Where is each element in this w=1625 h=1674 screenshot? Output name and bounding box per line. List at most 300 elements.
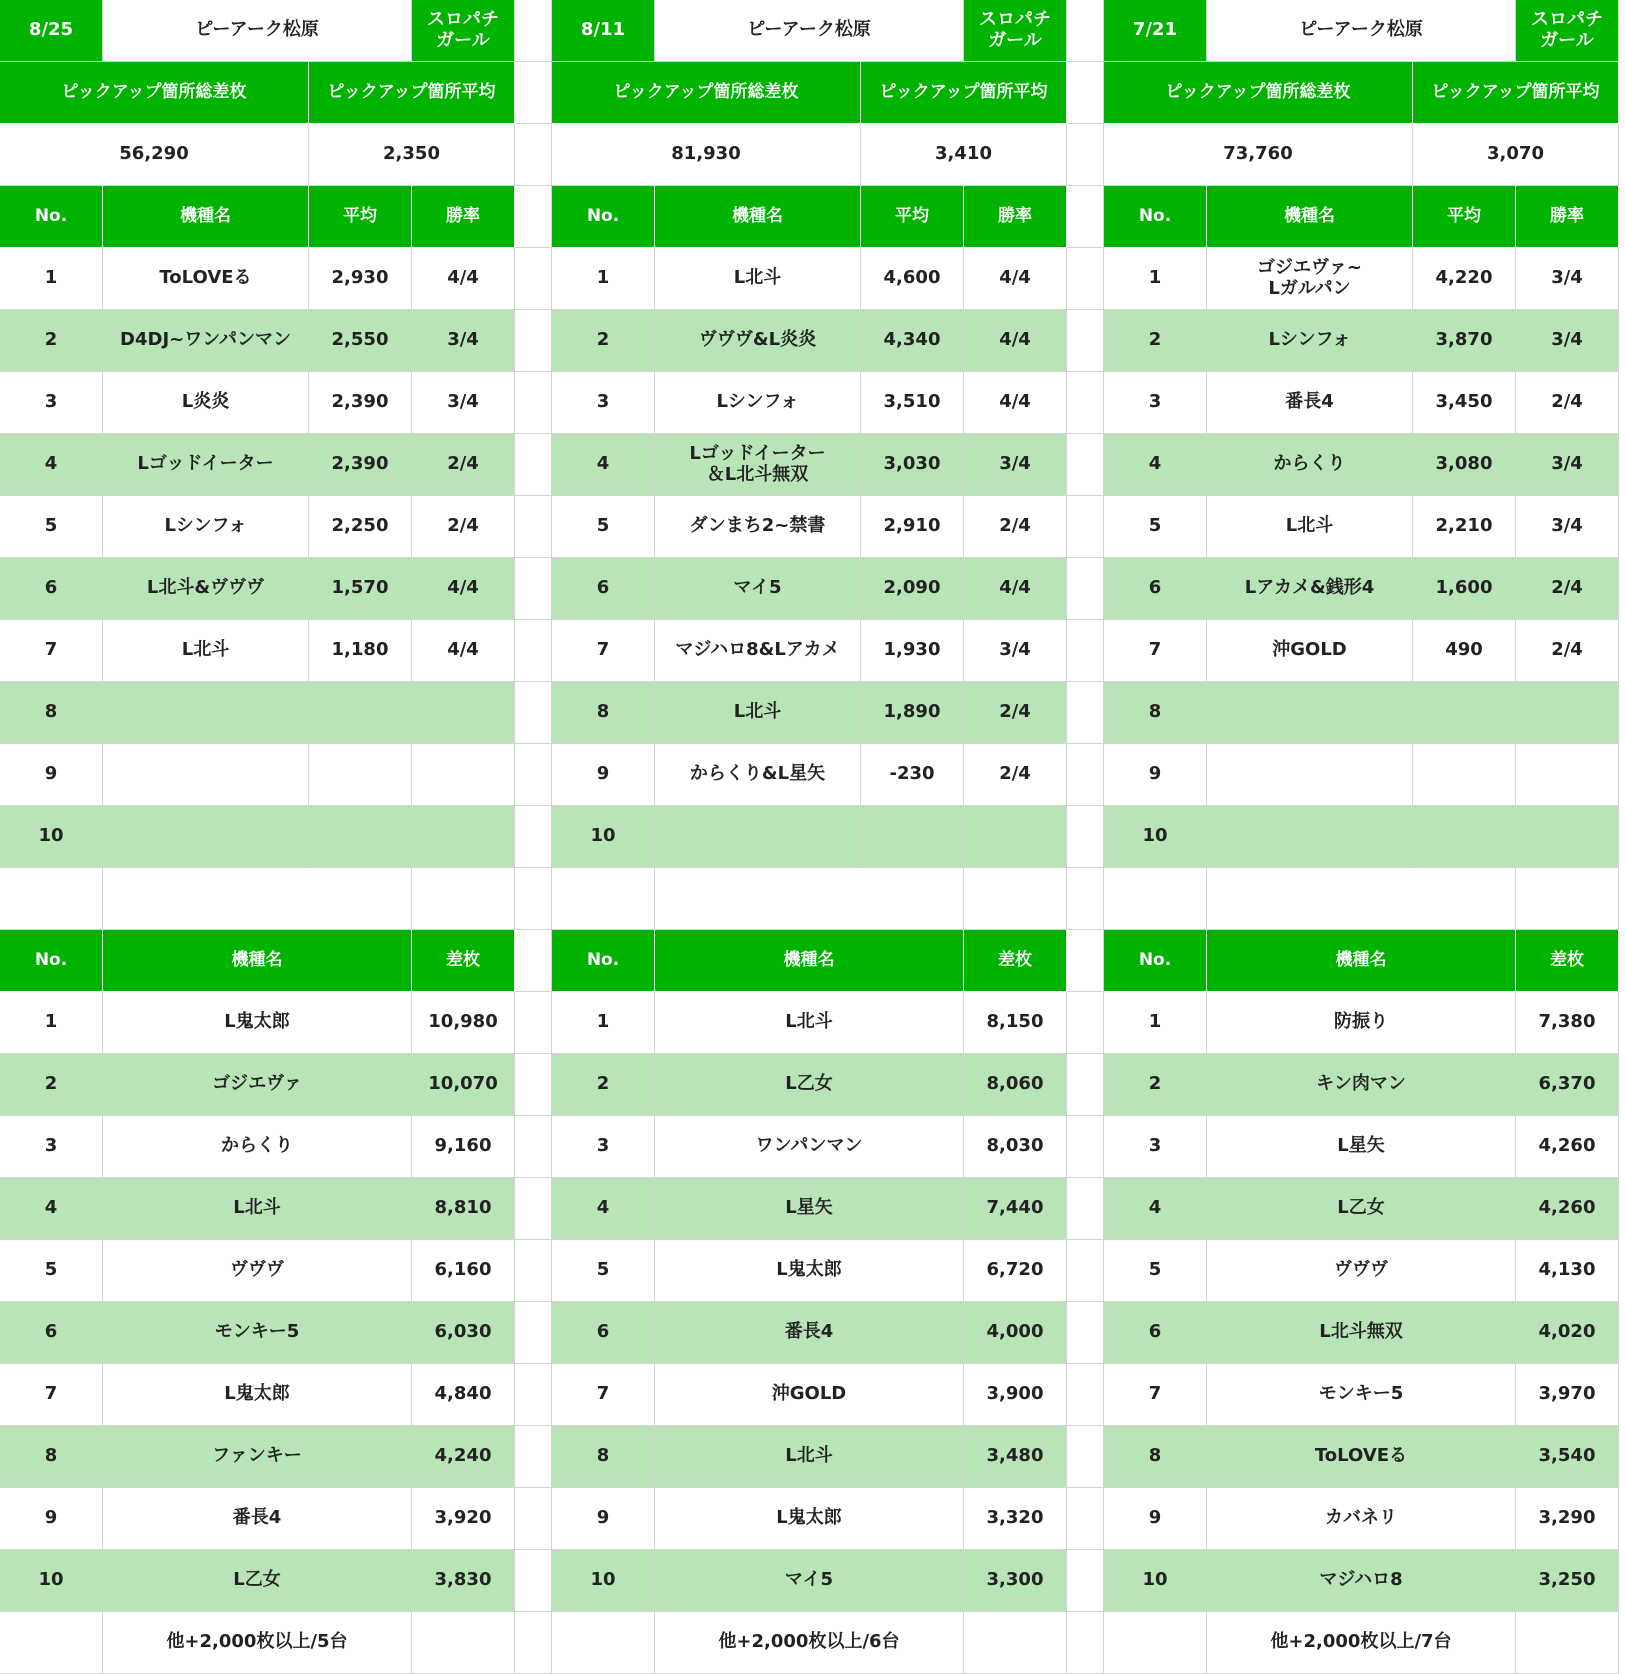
top-row-no: 6: [0, 1302, 103, 1364]
summary-average-value: 3,410: [861, 124, 1067, 186]
pickup-row-avg: [861, 806, 964, 868]
top-row-diff: 10,070: [412, 1054, 515, 1116]
pickup-row-avg: [1413, 806, 1516, 868]
top-row-diff: 8,030: [964, 1116, 1067, 1178]
top-row-machine: カバネリ: [1207, 1488, 1516, 1550]
pickup-row-machine: ToLOVEる: [103, 248, 309, 310]
summary-average-value: 2,350: [309, 124, 515, 186]
top-row-machine: L鬼太郎: [655, 1240, 964, 1302]
panel-gap: [515, 496, 552, 558]
spacer-cell: [1207, 868, 1516, 930]
footer-empty-cell: [1516, 1612, 1619, 1674]
top-header-machine: 機種名: [1207, 930, 1516, 992]
top-row-no: 10: [552, 1550, 655, 1612]
panel-date: 7/21: [1104, 0, 1207, 62]
top-row-diff: 4,840: [412, 1364, 515, 1426]
top-row-diff: 8,150: [964, 992, 1067, 1054]
summary-average-header: ピックアップ箇所平均: [861, 62, 1067, 124]
pickup-row-avg: [309, 682, 412, 744]
top-row-no: 3: [0, 1116, 103, 1178]
top-row-machine: モンキー5: [103, 1302, 412, 1364]
pickup-row-winrate: 2/4: [964, 682, 1067, 744]
pickup-row-machine: Lシンフォ: [1207, 310, 1413, 372]
pickup-row-no: 6: [1104, 558, 1207, 620]
top-row-machine: 番長4: [103, 1488, 412, 1550]
pickup-row-no: 4: [1104, 434, 1207, 496]
summary-total-value: 73,760: [1104, 124, 1413, 186]
footer-empty-cell: [412, 1612, 515, 1674]
pickup-row-no: 7: [552, 620, 655, 682]
top-row-no: 1: [552, 992, 655, 1054]
pickup-row-machine: [103, 682, 309, 744]
summary-total-value: 56,290: [0, 124, 309, 186]
summary-average-header: ピックアップ箇所平均: [309, 62, 515, 124]
top-row-no: 10: [1104, 1550, 1207, 1612]
pickup-row-winrate: 3/4: [412, 310, 515, 372]
panel-gap: [1067, 1240, 1104, 1302]
pickup-row-winrate: 3/4: [412, 372, 515, 434]
panel-gap: [1067, 1612, 1104, 1674]
pickup-row-winrate: [964, 806, 1067, 868]
pickup-row-no: 9: [552, 744, 655, 806]
pickup-row-no: 7: [0, 620, 103, 682]
panel-gap: [1067, 0, 1104, 62]
pickup-row-machine: L北斗: [655, 248, 861, 310]
pickup-row-winrate: 4/4: [412, 248, 515, 310]
pickup-row-winrate: 4/4: [964, 372, 1067, 434]
top-row-diff: 6,370: [1516, 1054, 1619, 1116]
top-row-diff: 8,810: [412, 1178, 515, 1240]
pickup-row-winrate: 2/4: [412, 434, 515, 496]
top-row-diff: 3,250: [1516, 1550, 1619, 1612]
pickup-header-machine: 機種名: [655, 186, 861, 248]
panel-gap: [1067, 1178, 1104, 1240]
top-row-machine: L星矢: [655, 1178, 964, 1240]
pickup-row-avg: 2,210: [1413, 496, 1516, 558]
top-row-machine: L乙女: [103, 1550, 412, 1612]
footer-empty-cell: [552, 1612, 655, 1674]
spacer-cell: [0, 868, 103, 930]
pickup-row-no: 2: [0, 310, 103, 372]
pickup-row-winrate: 2/4: [964, 744, 1067, 806]
top-row-machine: ToLOVEる: [1207, 1426, 1516, 1488]
top-row-diff: 4,260: [1516, 1116, 1619, 1178]
pickup-row-avg: [1413, 744, 1516, 806]
top-row-no: 5: [552, 1240, 655, 1302]
top-row-machine: L北斗: [655, 992, 964, 1054]
pickup-header-no: No.: [552, 186, 655, 248]
panel-gap: [515, 1054, 552, 1116]
panel-gap: [1067, 620, 1104, 682]
pickup-row-no: 1: [552, 248, 655, 310]
top-row-machine: L鬼太郎: [655, 1488, 964, 1550]
pickup-row-no: 5: [1104, 496, 1207, 558]
panel-gap: [1067, 124, 1104, 186]
panel-gap: [515, 744, 552, 806]
panel-gap: [515, 124, 552, 186]
top-row-diff: 3,970: [1516, 1364, 1619, 1426]
top-row-no: 10: [0, 1550, 103, 1612]
pickup-row-machine: L炎炎: [103, 372, 309, 434]
panel-gap: [1067, 992, 1104, 1054]
panel-gap: [1067, 62, 1104, 124]
top-row-diff: 7,380: [1516, 992, 1619, 1054]
pickup-row-no: 2: [552, 310, 655, 372]
top-row-no: 7: [0, 1364, 103, 1426]
pickup-row-avg: 2,930: [309, 248, 412, 310]
panel-gap: [515, 806, 552, 868]
top-row-machine: L乙女: [1207, 1178, 1516, 1240]
top-row-no: 7: [1104, 1364, 1207, 1426]
panel-gap: [515, 1178, 552, 1240]
pickup-row-no: 10: [552, 806, 655, 868]
panel-gap: [1067, 1054, 1104, 1116]
top-row-diff: 3,920: [412, 1488, 515, 1550]
spacer-cell: [412, 868, 515, 930]
pickup-row-winrate: 2/4: [1516, 620, 1619, 682]
pickup-row-no: 5: [552, 496, 655, 558]
top-row-machine: からくり: [103, 1116, 412, 1178]
summary-total-header: ピックアップ箇所総差枚: [0, 62, 309, 124]
top-header-no: No.: [0, 930, 103, 992]
pickup-row-machine: Lシンフォ: [103, 496, 309, 558]
top-row-machine: マジハロ8: [1207, 1550, 1516, 1612]
top-row-machine: L北斗: [655, 1426, 964, 1488]
top-row-machine: 防振り: [1207, 992, 1516, 1054]
brand-tag: スロパチ ガール: [412, 0, 515, 62]
panel-gap: [515, 1488, 552, 1550]
pickup-row-winrate: 4/4: [964, 248, 1067, 310]
pickup-row-no: 7: [1104, 620, 1207, 682]
panel-gap: [515, 1364, 552, 1426]
pickup-row-machine: からくり&L星矢: [655, 744, 861, 806]
pickup-row-winrate: [1516, 744, 1619, 806]
pickup-header-avg: 平均: [309, 186, 412, 248]
spacer-cell: [655, 868, 964, 930]
pickup-row-no: 3: [0, 372, 103, 434]
top-row-no: 2: [1104, 1054, 1207, 1116]
pickup-row-machine: からくり: [1207, 434, 1413, 496]
top-row-diff: 7,440: [964, 1178, 1067, 1240]
footer-note: 他+2,000枚以上/6台: [655, 1612, 964, 1674]
pickup-row-avg: 3,080: [1413, 434, 1516, 496]
top-header-no: No.: [552, 930, 655, 992]
pickup-row-no: 3: [552, 372, 655, 434]
spacer-cell: [964, 868, 1067, 930]
top-row-machine: マイ5: [655, 1550, 964, 1612]
pickup-row-winrate: 3/4: [964, 620, 1067, 682]
top-row-no: 3: [552, 1116, 655, 1178]
brand-tag: スロパチ ガール: [1516, 0, 1619, 62]
pickup-row-machine: マジハロ8&Lアカメ: [655, 620, 861, 682]
pickup-header-no: No.: [0, 186, 103, 248]
pickup-row-avg: 2,390: [309, 434, 412, 496]
pickup-row-avg: 2,250: [309, 496, 412, 558]
pickup-row-winrate: 2/4: [1516, 558, 1619, 620]
panel-gap: [515, 1426, 552, 1488]
pickup-row-avg: 4,340: [861, 310, 964, 372]
pickup-row-machine: [1207, 806, 1413, 868]
footer-empty-cell: [1104, 1612, 1207, 1674]
pickup-row-machine: Lシンフォ: [655, 372, 861, 434]
pickup-row-avg: 1,890: [861, 682, 964, 744]
panel-gap: [515, 372, 552, 434]
top-row-no: 9: [1104, 1488, 1207, 1550]
pickup-row-winrate: [1516, 806, 1619, 868]
store-name: ピーアーク松原: [1207, 0, 1516, 62]
panel-gap: [1067, 1364, 1104, 1426]
pickup-row-winrate: 3/4: [1516, 496, 1619, 558]
top-row-no: 4: [1104, 1178, 1207, 1240]
top-row-diff: 3,540: [1516, 1426, 1619, 1488]
summary-total-header: ピックアップ箇所総差枚: [552, 62, 861, 124]
pickup-row-avg: 2,550: [309, 310, 412, 372]
top-row-no: 9: [552, 1488, 655, 1550]
pickup-row-no: 8: [1104, 682, 1207, 744]
pickup-row-machine: L北斗&ヴヴヴ: [103, 558, 309, 620]
top-row-diff: 3,900: [964, 1364, 1067, 1426]
footer-note: 他+2,000枚以上/7台: [1207, 1612, 1516, 1674]
top-row-no: 5: [0, 1240, 103, 1302]
pickup-row-machine: D4DJ~ワンパンマン: [103, 310, 309, 372]
panel-gap: [1067, 434, 1104, 496]
top-row-diff: 8,060: [964, 1054, 1067, 1116]
pickup-row-no: 1: [0, 248, 103, 310]
footer-empty-cell: [0, 1612, 103, 1674]
spacer-cell: [103, 868, 412, 930]
pickup-row-machine: [655, 806, 861, 868]
panel-gap: [1067, 372, 1104, 434]
top-row-machine: ヴヴヴ: [1207, 1240, 1516, 1302]
top-row-diff: 4,130: [1516, 1240, 1619, 1302]
panel-gap: [1067, 1488, 1104, 1550]
pickup-row-avg: [1413, 682, 1516, 744]
panel-gap: [1067, 1116, 1104, 1178]
pickup-row-winrate: [412, 806, 515, 868]
top-row-no: 3: [1104, 1116, 1207, 1178]
summary-average-header: ピックアップ箇所平均: [1413, 62, 1619, 124]
panel-date: 8/11: [552, 0, 655, 62]
top-row-no: 6: [552, 1302, 655, 1364]
top-row-no: 5: [1104, 1240, 1207, 1302]
top-row-machine: ヴヴヴ: [103, 1240, 412, 1302]
panel-gap: [1067, 682, 1104, 744]
panel-gap: [1067, 558, 1104, 620]
panel-gap: [515, 434, 552, 496]
pickup-row-avg: 2,910: [861, 496, 964, 558]
pickup-header-no: No.: [1104, 186, 1207, 248]
top-row-machine: L鬼太郎: [103, 992, 412, 1054]
panel-gap: [515, 1612, 552, 1674]
panel-gap: [1067, 868, 1104, 930]
top-row-no: 4: [552, 1178, 655, 1240]
top-header-machine: 機種名: [103, 930, 412, 992]
panel-gap: [515, 682, 552, 744]
panel-gap: [1067, 1302, 1104, 1364]
top-row-diff: 3,300: [964, 1550, 1067, 1612]
pickup-row-winrate: 2/4: [412, 496, 515, 558]
pickup-row-winrate: 4/4: [964, 558, 1067, 620]
top-row-diff: 3,320: [964, 1488, 1067, 1550]
pickup-row-machine: 沖GOLD: [1207, 620, 1413, 682]
top-row-no: 1: [1104, 992, 1207, 1054]
top-row-diff: 3,290: [1516, 1488, 1619, 1550]
top-row-machine: ファンキー: [103, 1426, 412, 1488]
pickup-row-machine: L北斗: [655, 682, 861, 744]
top-row-no: 8: [0, 1426, 103, 1488]
pickup-row-machine: ダンまち2~禁書: [655, 496, 861, 558]
top-row-diff: 3,830: [412, 1550, 515, 1612]
pickup-row-machine: [1207, 682, 1413, 744]
pickup-row-winrate: [412, 744, 515, 806]
pickup-row-machine: [103, 806, 309, 868]
panel-gap: [515, 248, 552, 310]
panel-gap: [1067, 1426, 1104, 1488]
pickup-row-avg: 4,220: [1413, 248, 1516, 310]
panel-gap: [1067, 186, 1104, 248]
pickup-row-machine: Lゴッドイーター ＆L北斗無双: [655, 434, 861, 496]
top-row-machine: L星矢: [1207, 1116, 1516, 1178]
pickup-row-no: 1: [1104, 248, 1207, 310]
pickup-row-machine: L北斗: [103, 620, 309, 682]
panel-gap: [515, 868, 552, 930]
pickup-header-winrate: 勝率: [412, 186, 515, 248]
pickup-row-machine: [1207, 744, 1413, 806]
pickup-header-avg: 平均: [861, 186, 964, 248]
pickup-row-no: 6: [552, 558, 655, 620]
pickup-row-avg: 3,030: [861, 434, 964, 496]
top-row-no: 8: [1104, 1426, 1207, 1488]
top-row-machine: モンキー5: [1207, 1364, 1516, 1426]
summary-total-value: 81,930: [552, 124, 861, 186]
panel-date: 8/25: [0, 0, 103, 62]
pickup-row-no: 8: [552, 682, 655, 744]
top-row-no: 2: [552, 1054, 655, 1116]
pickup-row-avg: 2,390: [309, 372, 412, 434]
panel-gap: [515, 620, 552, 682]
pickup-row-no: 4: [0, 434, 103, 496]
top-row-diff: 6,160: [412, 1240, 515, 1302]
pickup-row-no: 4: [552, 434, 655, 496]
pickup-row-no: 10: [0, 806, 103, 868]
panel-gap: [1067, 496, 1104, 558]
panel-gap: [515, 186, 552, 248]
panel-gap: [515, 930, 552, 992]
top-row-no: 4: [0, 1178, 103, 1240]
top-row-no: 2: [0, 1054, 103, 1116]
pickup-row-winrate: 2/4: [964, 496, 1067, 558]
top-row-machine: 番長4: [655, 1302, 964, 1364]
spacer-cell: [552, 868, 655, 930]
pickup-row-no: 8: [0, 682, 103, 744]
pickup-header-avg: 平均: [1413, 186, 1516, 248]
pickup-row-winrate: 3/4: [964, 434, 1067, 496]
pickup-row-winrate: 3/4: [1516, 310, 1619, 372]
pickup-row-machine: [103, 744, 309, 806]
panel-gap: [515, 1240, 552, 1302]
top-row-diff: 4,000: [964, 1302, 1067, 1364]
pickup-row-no: 3: [1104, 372, 1207, 434]
footer-note: 他+2,000枚以上/5台: [103, 1612, 412, 1674]
pickup-row-no: 6: [0, 558, 103, 620]
panel-gap: [515, 1550, 552, 1612]
top-row-no: 6: [1104, 1302, 1207, 1364]
panel-gap: [515, 558, 552, 620]
top-row-no: 7: [552, 1364, 655, 1426]
pickup-header-winrate: 勝率: [964, 186, 1067, 248]
pickup-row-no: 9: [1104, 744, 1207, 806]
top-header-diff: 差枚: [964, 930, 1067, 992]
summary-total-header: ピックアップ箇所総差枚: [1104, 62, 1413, 124]
spacer-cell: [1516, 868, 1619, 930]
pickup-row-avg: 4,600: [861, 248, 964, 310]
pickup-row-machine: L北斗: [1207, 496, 1413, 558]
pickup-header-machine: 機種名: [1207, 186, 1413, 248]
brand-tag: スロパチ ガール: [964, 0, 1067, 62]
top-row-machine: L乙女: [655, 1054, 964, 1116]
pickup-row-avg: 3,870: [1413, 310, 1516, 372]
pickup-row-no: 2: [1104, 310, 1207, 372]
top-row-diff: 4,020: [1516, 1302, 1619, 1364]
top-row-machine: ワンパンマン: [655, 1116, 964, 1178]
pickup-row-winrate: 4/4: [412, 620, 515, 682]
panel-gap: [515, 62, 552, 124]
panel-gap: [1067, 248, 1104, 310]
pickup-row-avg: 2,090: [861, 558, 964, 620]
top-row-no: 1: [0, 992, 103, 1054]
pickup-header-winrate: 勝率: [1516, 186, 1619, 248]
panel-gap: [515, 992, 552, 1054]
pickup-row-no: 5: [0, 496, 103, 558]
pickup-header-machine: 機種名: [103, 186, 309, 248]
spacer-cell: [1104, 868, 1207, 930]
pickup-row-machine: ゴジエヴァ~ Lガルパン: [1207, 248, 1413, 310]
pickup-row-avg: -230: [861, 744, 964, 806]
top-row-diff: 10,980: [412, 992, 515, 1054]
footer-empty-cell: [964, 1612, 1067, 1674]
top-row-machine: L北斗無双: [1207, 1302, 1516, 1364]
top-row-diff: 6,720: [964, 1240, 1067, 1302]
top-row-machine: L鬼太郎: [103, 1364, 412, 1426]
top-row-no: 9: [0, 1488, 103, 1550]
top-header-diff: 差枚: [412, 930, 515, 992]
store-name: ピーアーク松原: [655, 0, 964, 62]
panel-gap: [515, 1116, 552, 1178]
pickup-row-avg: 3,450: [1413, 372, 1516, 434]
top-header-machine: 機種名: [655, 930, 964, 992]
pickup-row-winrate: 4/4: [964, 310, 1067, 372]
pickup-row-avg: 490: [1413, 620, 1516, 682]
pickup-row-machine: マイ5: [655, 558, 861, 620]
top-row-machine: ゴジエヴァ: [103, 1054, 412, 1116]
panel-gap: [1067, 310, 1104, 372]
panel-gap: [515, 0, 552, 62]
pickup-row-winrate: [412, 682, 515, 744]
pickup-row-machine: 番長4: [1207, 372, 1413, 434]
pickup-row-avg: 1,180: [309, 620, 412, 682]
pickup-row-winrate: 3/4: [1516, 248, 1619, 310]
pickup-row-avg: [309, 806, 412, 868]
summary-average-value: 3,070: [1413, 124, 1619, 186]
top-row-machine: キン肉マン: [1207, 1054, 1516, 1116]
top-row-diff: 3,480: [964, 1426, 1067, 1488]
pickup-row-avg: [309, 744, 412, 806]
pickup-row-machine: Lゴッドイーター: [103, 434, 309, 496]
top-header-no: No.: [1104, 930, 1207, 992]
pickup-row-winrate: 2/4: [1516, 372, 1619, 434]
panel-gap: [1067, 1550, 1104, 1612]
pickup-row-machine: Lアカメ&銭形4: [1207, 558, 1413, 620]
